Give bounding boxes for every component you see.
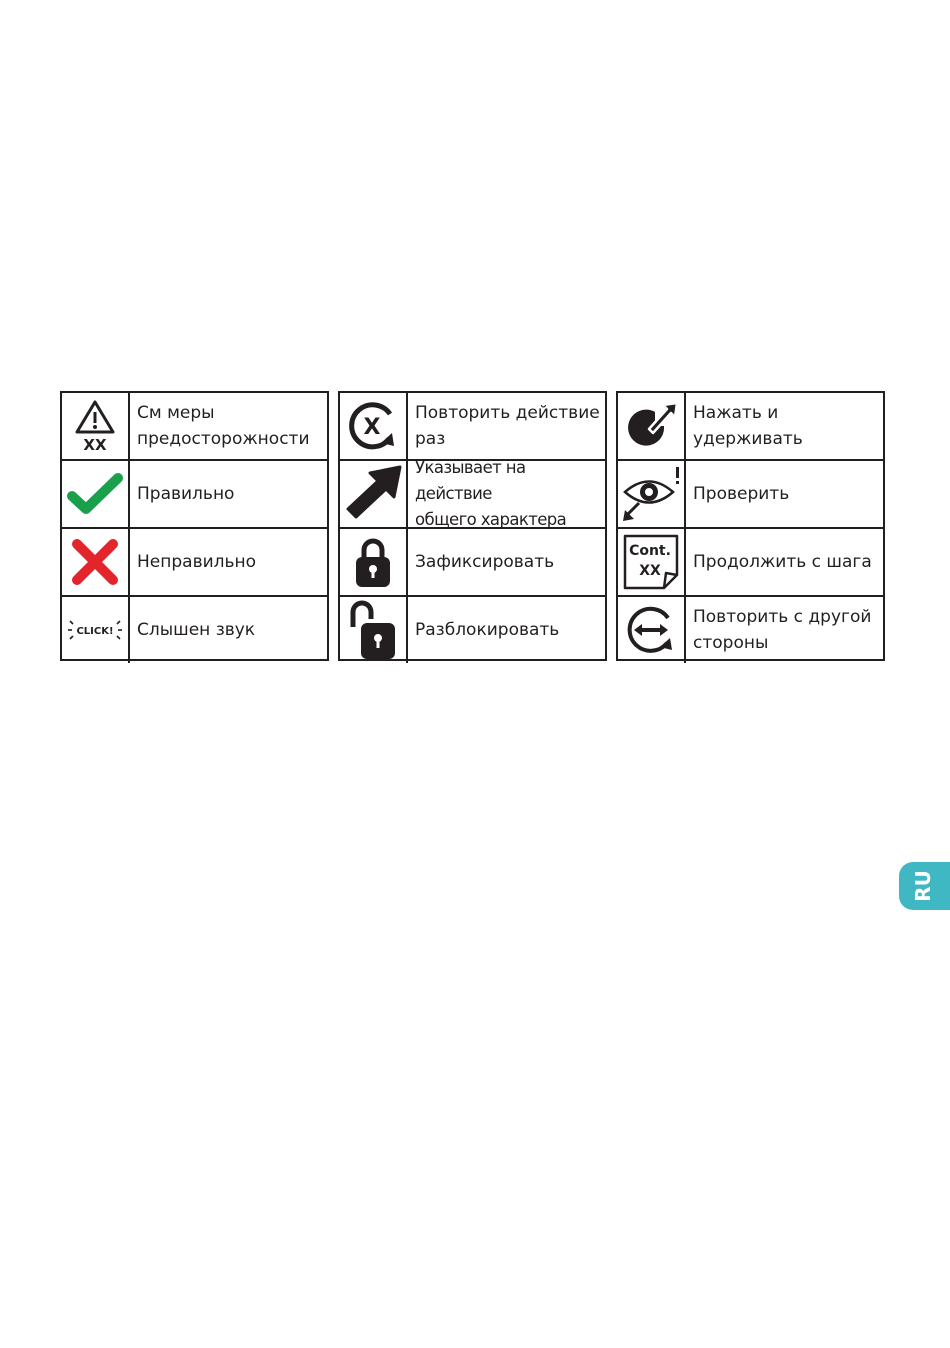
legend-row <box>618 597 883 663</box>
legend-label: Слышен звук <box>137 620 256 640</box>
legend-label: Зафиксировать <box>415 552 555 572</box>
legend-table-2 <box>338 391 607 661</box>
legend-label: Неправильно <box>137 552 257 572</box>
unlock-icon <box>340 597 408 663</box>
language-tab-label: RU <box>911 870 935 902</box>
cross-icon <box>62 529 130 595</box>
legend-row <box>62 529 327 597</box>
click-sound-icon <box>62 597 130 663</box>
legend-label: Указывает на действие общего характера <box>415 458 567 529</box>
repeat-icon-text: X <box>363 415 381 440</box>
legend-label: Повторить с другой стороны <box>693 607 872 653</box>
legend-table-1 <box>60 391 329 661</box>
legend-label: Повторить действие раз <box>415 403 600 449</box>
legend-row <box>340 458 605 529</box>
continue-step-icon <box>618 529 686 595</box>
legend-row <box>62 393 327 461</box>
legend-label: Продолжить с шага <box>693 552 872 572</box>
press-hold-icon <box>618 393 686 459</box>
legend-row <box>618 393 883 461</box>
checkmark-icon <box>62 461 130 527</box>
legend-label: Правильно <box>137 484 235 504</box>
lock-icon <box>340 529 408 595</box>
legend-row <box>618 529 883 597</box>
legend-label: См меры предосторожности <box>137 403 310 449</box>
flip-side-icon <box>618 597 686 663</box>
warning-icon <box>62 393 130 459</box>
legend-row <box>62 461 327 529</box>
legend-row <box>340 529 605 597</box>
eye-check-icon <box>618 461 686 527</box>
legend-label: Нажать и удерживать <box>693 403 803 449</box>
warning-icon-text: XX <box>83 436 107 453</box>
legend-label: Разблокировать <box>415 620 560 640</box>
legend-table-3 <box>616 391 885 661</box>
legend-label: Проверить <box>693 484 790 504</box>
legend-row <box>618 461 883 529</box>
continue-icon-text: Cont. <box>629 543 671 559</box>
legend-row <box>62 597 327 663</box>
continue-icon-text-2: XX <box>639 563 661 579</box>
legend-row <box>340 393 605 461</box>
arrow-icon <box>340 461 408 527</box>
legend-row <box>340 597 605 663</box>
language-tab <box>899 862 950 910</box>
repeat-action-icon <box>340 393 408 459</box>
click-icon-text: CLICK! <box>76 626 114 637</box>
